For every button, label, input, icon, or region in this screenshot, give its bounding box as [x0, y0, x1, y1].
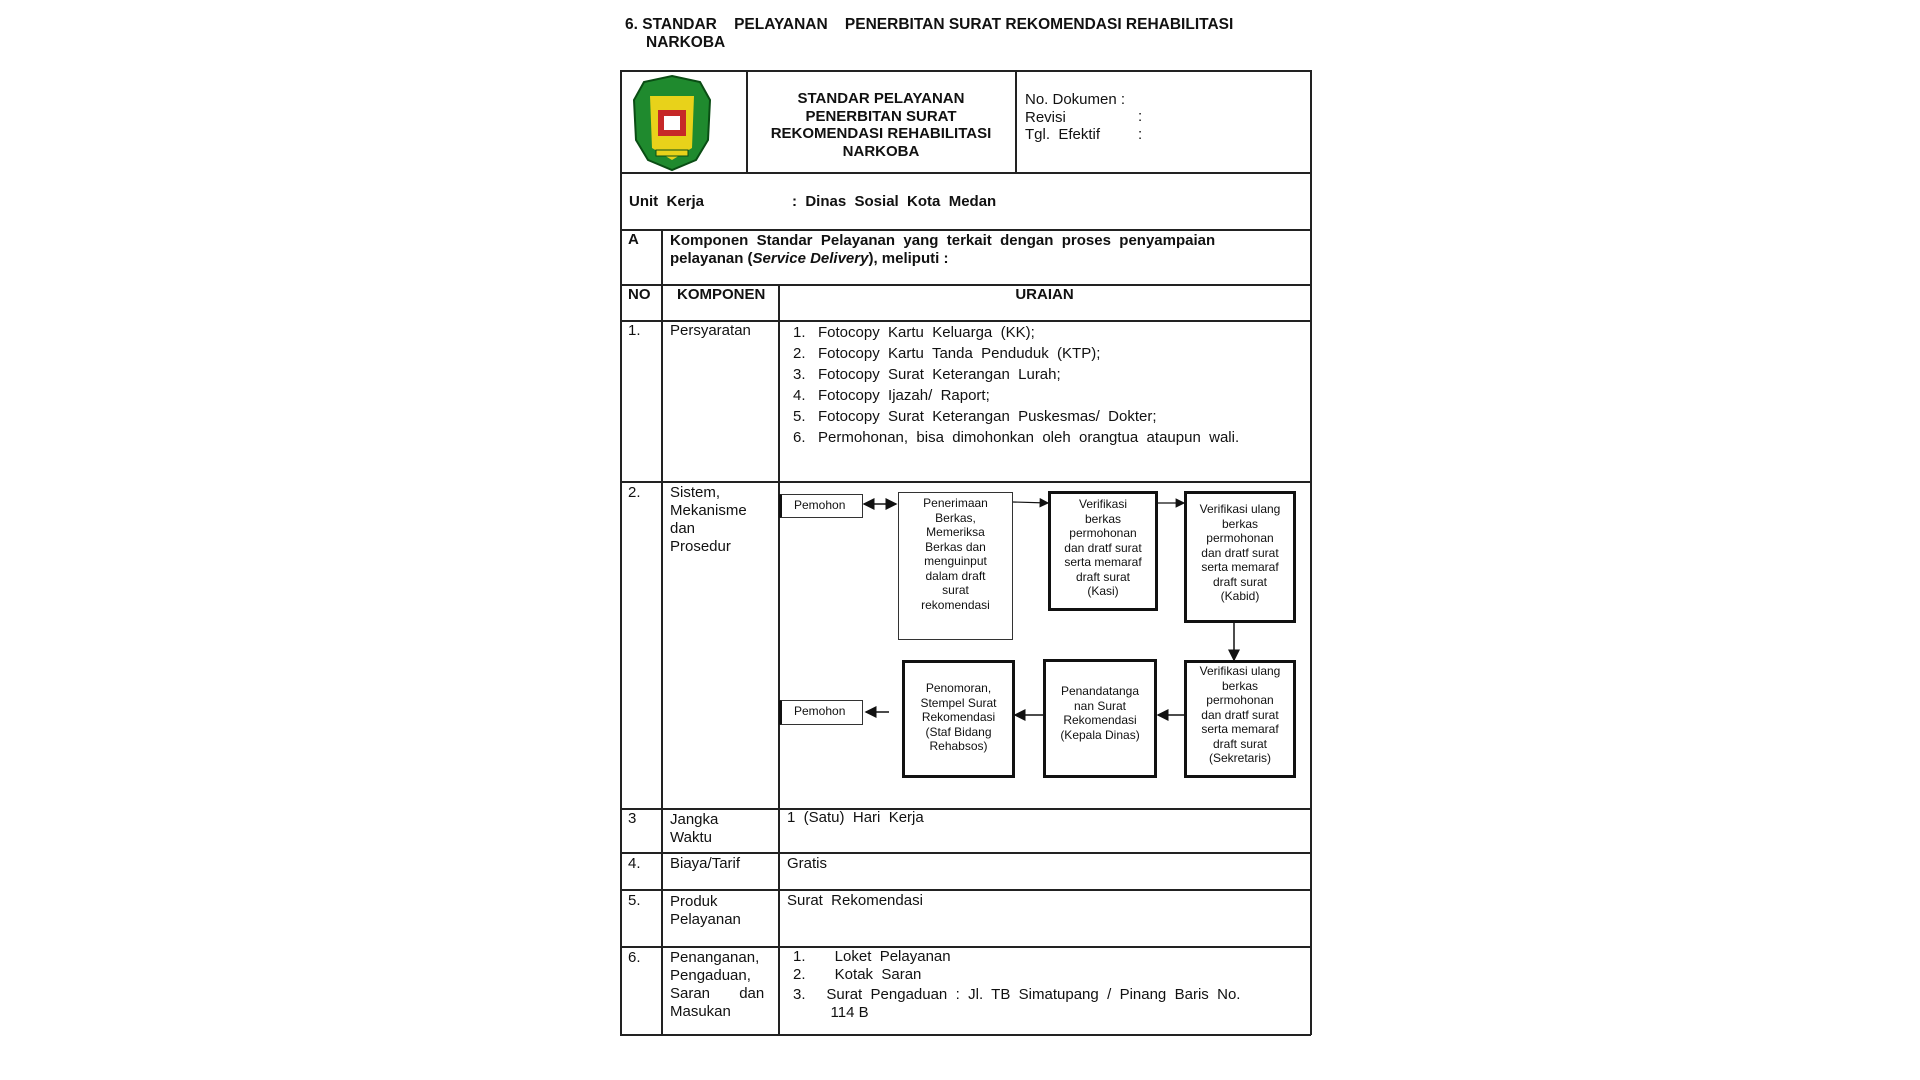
list-item: 3. Fotocopy Surat Keterangan Lurah; [793, 366, 1061, 383]
row-no: 5. [628, 892, 641, 909]
flow-pemohon-start: Pemohon [779, 494, 863, 518]
flow-penerimaan-berkas: Penerimaan Berkas, Memeriksa Berkas dan menguinput dalam draft surat rekomendasi [898, 492, 1013, 640]
flow-verifikasi-sekretaris: Verifikasi ulang berkas permohonan dan dratf surat serta memaraf draft surat (Sekretaris) [1184, 660, 1296, 778]
heading-line-2: NARKOBA [646, 34, 726, 51]
no-dokumen-label: No. Dokumen : [1025, 91, 1126, 108]
heading-line-1: 6. STANDAR PELAYANAN PENERBITAN SURAT REKOMENDASI REHABILITASI [625, 16, 1234, 33]
row-komponen: Produk Pelayanan [670, 893, 741, 928]
unit-kerja-label: Unit Kerja [629, 193, 705, 210]
list-item: 1. Fotocopy Kartu Keluarga (KK); [793, 324, 1035, 341]
flow-penandatanganan-kepala-dinas: Penandatanga nan Surat Rekomendasi (Kepala Dinas) [1043, 659, 1157, 778]
list-item: 6. Permohonan, bisa dimohonkan oleh orangtua ataupun wali. [793, 429, 1240, 446]
unit-kerja-value: : Dinas Sosial Kota Medan [792, 193, 997, 210]
col-header-komponen: KOMPONEN [677, 286, 766, 303]
row-no: 2. [628, 484, 641, 501]
row-komponen: Persyaratan [670, 322, 751, 339]
flow-verifikasi-kabid: Verifikasi ulang berkas permohonan dan dratf surat serta memaraf draft surat (Kabid) [1184, 491, 1296, 623]
section-italic: Service Delivery [752, 250, 869, 267]
row-komponen: Sistem, Mekanisme dan Prosedur [670, 484, 747, 555]
flow-verifikasi-kasi: Verifikasi berkas permohonan dan dratf surat serta memaraf draft surat (Kasi) [1048, 491, 1158, 611]
row-no: 6. [628, 949, 641, 966]
colon: : [1138, 108, 1143, 125]
row-komponen: Jangka Waktu [670, 811, 719, 846]
row-uraian: Gratis [787, 855, 828, 872]
pengaduan-list [793, 948, 1240, 1022]
row-komponen: Penanganan, Pengaduan, Saran dan Masukan [670, 949, 765, 1020]
colon: : [1138, 125, 1143, 143]
persyaratan-list [793, 322, 1239, 448]
row-uraian: 1 (Satu) Hari Kerja [787, 809, 924, 826]
list-item: 1. Loket Pelayanan [793, 948, 951, 965]
row-no: 3 [628, 810, 637, 827]
row-no: 1. [628, 322, 641, 339]
list-item: 3. Surat Pengaduan : Jl. TB Simatupang / Pinang Baris No. [793, 986, 1241, 1003]
section-line-1: Komponen Standar Pelayanan yang terkait dengan proses penyampaian [670, 232, 1216, 249]
revisi-label: Revisi [1025, 108, 1066, 126]
row-komponen: Biaya/Tarif [670, 855, 741, 872]
document-title [747, 90, 1015, 160]
section-text: pelayanan ( [670, 250, 753, 267]
section-letter: A [628, 231, 639, 248]
title-line: PENERBITAN SURAT [805, 107, 957, 125]
row-no: 4. [628, 855, 641, 872]
document-meta [1025, 91, 1125, 144]
row-uraian: Surat Rekomendasi [787, 892, 923, 909]
col-header-uraian: URAIAN [1015, 286, 1074, 303]
list-item: 4. Fotocopy Ijazah/ Raport; [793, 387, 990, 404]
section-text: ), meliputi : [868, 250, 949, 267]
document-heading [625, 16, 1233, 52]
col-header-no: NO [628, 286, 651, 303]
list-item: 5. Fotocopy Surat Keterangan Puskesmas/ Dokter; [793, 408, 1157, 425]
section-description [670, 232, 1215, 268]
title-line: NARKOBA [842, 142, 920, 160]
list-item: 114 B [793, 1004, 869, 1021]
tgl-efektif-label: Tgl. Efektif [1025, 126, 1101, 143]
meta-colons [1138, 108, 1142, 143]
title-line: STANDAR PELAYANAN [797, 90, 965, 107]
title-line: REKOMENDASI REHABILITASI [770, 125, 992, 142]
flow-penomoran-staf: Penomoran, Stempel Surat Rekomendasi (Staf Bidang Rehabsos) [902, 660, 1015, 778]
flow-pemohon-end: Pemohon [779, 700, 863, 725]
list-item: 2. Fotocopy Kartu Tanda Penduduk (KTP); [793, 345, 1101, 362]
list-item: 2. Kotak Saran [793, 966, 922, 983]
